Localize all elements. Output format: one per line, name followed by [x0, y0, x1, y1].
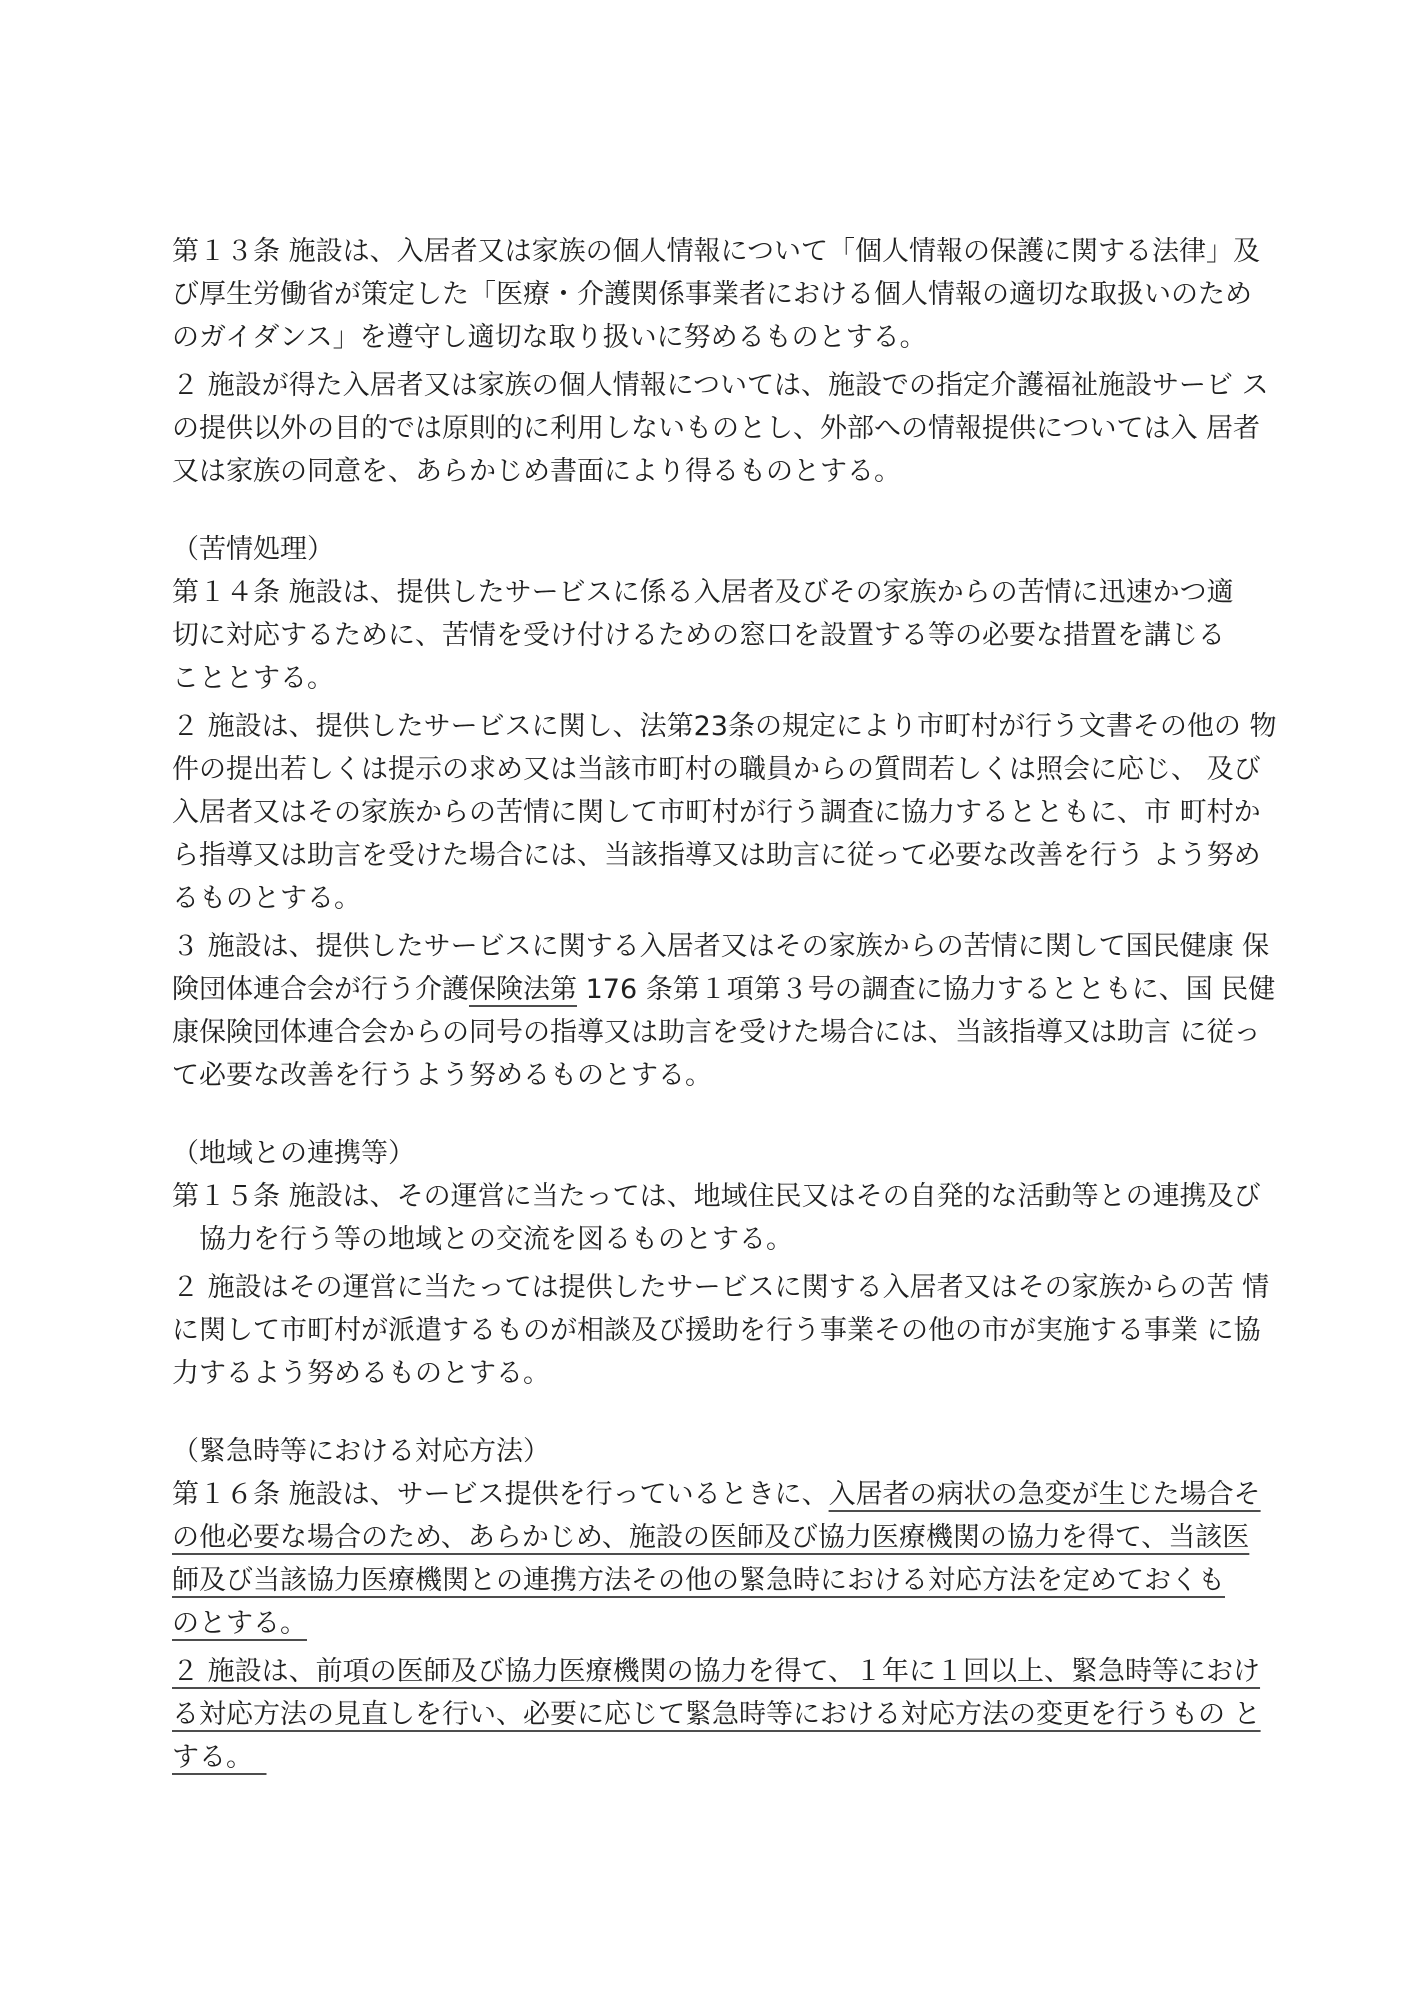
text-line: [172, 1352, 1264, 1395]
text-run: て必要な改善を行うよう努めるものとする。: [172, 1060, 712, 1091]
text-line: [172, 450, 1264, 493]
text-line: [172, 877, 1264, 920]
text-run: ２ 施設はその運営に当たっては提供したサービスに関する入居者又はその家族からの苦 情: [172, 1272, 1270, 1303]
text-run: ら指導又は助言を受けた場合には、当該指導又は助言に従って必要な改善を行う よう努め: [172, 840, 1261, 871]
text-line: [172, 657, 1264, 700]
section-heading-community-cooperation: [172, 1132, 1264, 1175]
text-line: [172, 1218, 1264, 1261]
text-run: 力するよう努めるものとする。: [172, 1358, 550, 1389]
underlined-text: のとする。: [172, 1608, 307, 1639]
article-15-clause-2: [172, 1266, 1270, 1395]
text-run: （地域との連携等）: [172, 1138, 415, 1169]
underlined-text: の他必要な場合のため、あらかじめ、施設の医師及び協力医療機関の協力を得て、当該医: [172, 1522, 1250, 1553]
text-run: 険団体連合会が行う介護: [172, 974, 469, 1005]
text-run: （苦情処理）: [172, 534, 334, 565]
text-line: [172, 791, 1264, 834]
text-run: のガイダンス」を遵守し適切な取り扱いに努めるものとする。: [172, 322, 927, 353]
article-14-clause-2: [172, 705, 1277, 920]
text-run: 又は家族の同意を、あらかじめ書面により得るものとする。: [172, 456, 901, 487]
text-run: 康保険団体連合会からの同号の指導又は助言を受けた場合には、当該指導又は助言 に従っ: [172, 1017, 1261, 1048]
text-line: [172, 273, 1264, 316]
text-line: [172, 1054, 1264, 1097]
text-run: るものとする。: [172, 883, 361, 914]
article-14-clause-1: [172, 571, 1264, 700]
text-line: [172, 316, 1264, 359]
text-run: こととする。: [172, 663, 334, 694]
text-line: [172, 705, 1277, 748]
section-gap: [172, 1400, 1264, 1430]
text-run: び厚生労働省が策定した「医療・介護関係事業者における個人情報の適切な取扱いのため: [172, 279, 1252, 310]
text-run: 第１４条 施設は、提供したサービスに係る入居者及びその家族からの苦情に迅速かつ適: [172, 577, 1234, 608]
text-line: [172, 407, 1264, 450]
document-content: [172, 230, 1277, 1779]
underlined-text: 保険法第: [469, 974, 577, 1005]
underlined-text: 師及び当該協力医療機関との連携方法その他の緊急時における対応方法を定めておくも: [172, 1565, 1225, 1596]
text-line: [172, 528, 1264, 571]
text-run: 件の提出若しくは提示の求め又は当該市町村の職員からの質問若しくは照会に応じ、 及び: [172, 754, 1261, 785]
underlined-text: ２ 施設は、前項の医師及び協力医療機関の協力を得て、１年に１回以上、緊急時等におけ: [172, 1656, 1261, 1687]
article-14-clause-3: [172, 925, 1276, 1097]
text-line: [172, 1309, 1264, 1352]
text-run: 第１３条 施設は、入居者又は家族の個人情報について「個人情報の保護に関する法律」及: [172, 236, 1261, 267]
article-13-clause-1: [172, 230, 1264, 359]
text-line: [172, 1693, 1264, 1736]
article-15-clause-1: [172, 1175, 1264, 1261]
text-line: [172, 834, 1264, 877]
text-run: 切に対応するために、苦情を受け付けるための窓口を設置する等の必要な措置を講じる: [172, 620, 1225, 651]
article-13-clause-2: [172, 364, 1269, 493]
text-line: [172, 1559, 1264, 1602]
section-heading-complaint-handling: [172, 528, 1264, 571]
text-line: [172, 1266, 1270, 1309]
text-run: ２ 施設は、提供したサービスに関し、法第23条の規定により市町村が行う文書その他の 物: [172, 711, 1277, 742]
text-run: （緊急時等における対応方法）: [172, 1436, 550, 1467]
text-line: [172, 1011, 1264, 1054]
underlined-text: る対応方法の見直しを行い、必要に応じて緊急時等における対応方法の変更を行うもの と: [172, 1699, 1261, 1730]
text-line: [172, 1430, 1264, 1473]
text-run: 第１６条 施設は、サービス提供を行っているときに、: [172, 1479, 829, 1510]
text-line: [172, 748, 1264, 791]
text-run: ３ 施設は、提供したサービスに関する入居者又はその家族からの苦情に関して国民健康 保: [172, 931, 1270, 962]
section-heading-emergency-response: [172, 1430, 1264, 1473]
text-line: [172, 1175, 1264, 1218]
underlined-text: する。: [172, 1742, 267, 1773]
section-gap: [172, 1102, 1264, 1132]
text-run: 入居者又はその家族からの苦情に関して市町村が行う調査に協力するとともに、市 町村か: [172, 797, 1261, 828]
text-run: に関して市町村が派遣するものが相談及び援助を行う事業その他の市が実施する事業 に協: [172, 1315, 1261, 1346]
text-line: [172, 1736, 1264, 1779]
text-run: 176 条第１項第３号の調査に協力するとともに、国 民健: [577, 974, 1276, 1005]
section-gap: [172, 498, 1264, 528]
text-run: 協力を行う等の地域との交流を図るものとする。: [172, 1224, 793, 1255]
text-line: [172, 968, 1276, 1011]
text-line: [172, 1473, 1264, 1516]
text-line: [172, 614, 1264, 657]
text-line: [172, 1132, 1264, 1175]
text-line: [172, 1602, 1264, 1645]
text-line: [172, 364, 1269, 407]
text-line: [172, 925, 1270, 968]
text-run: ２ 施設が得た入居者又は家族の個人情報については、施設での指定介護福祉施設サービ ス: [172, 370, 1269, 401]
text-line: [172, 571, 1264, 614]
article-16-clause-2: [172, 1650, 1264, 1779]
text-run: の提供以外の目的では原則的に利用しないものとし、外部への情報提供については入 居者: [172, 413, 1261, 444]
text-line: [172, 230, 1264, 273]
text-line: [172, 1516, 1264, 1559]
text-line: [172, 1650, 1264, 1693]
underlined-text: 入居者の病状の急変が生じた場合そ: [828, 1479, 1261, 1510]
article-16-clause-1: [172, 1473, 1264, 1645]
text-run: 第１５条 施設は、その運営に当たっては、地域住民又はその自発的な活動等との連携及び: [172, 1181, 1261, 1212]
